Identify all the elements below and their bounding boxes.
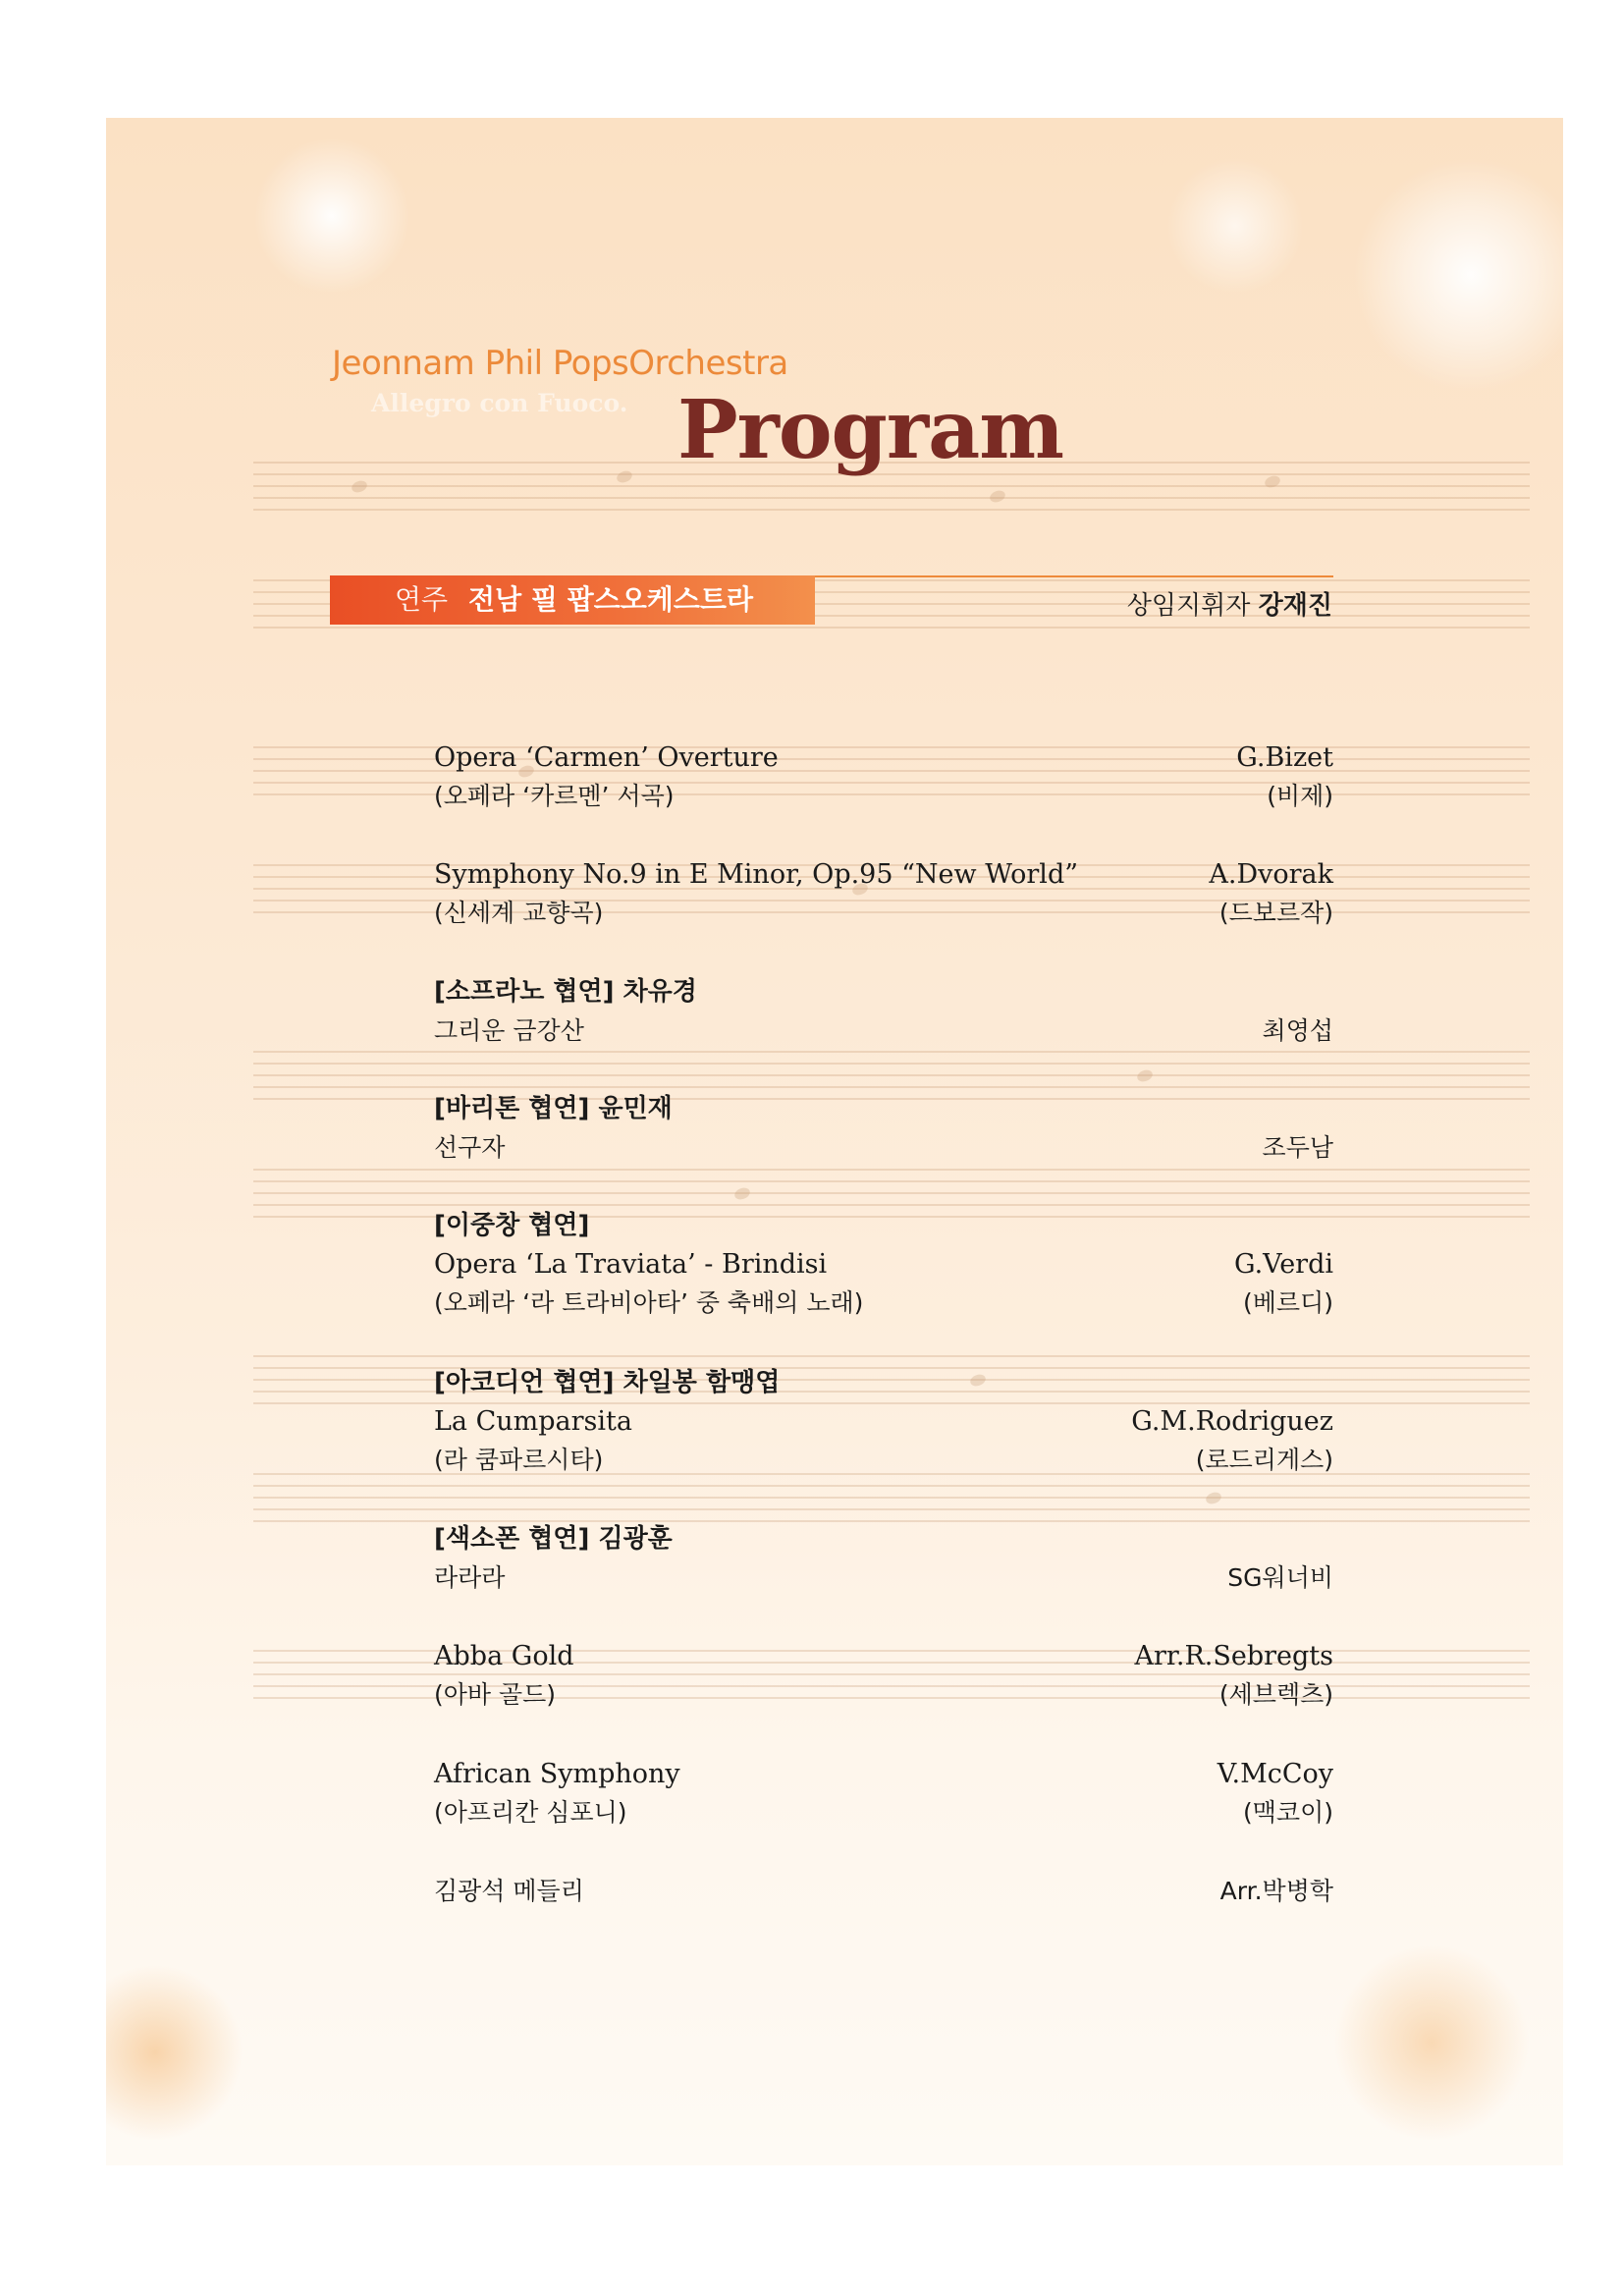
staff-lines	[253, 1473, 1530, 1520]
program-entry	[434, 1207, 1333, 1322]
work-title-ko: (오페라 ‘카르멘’ 서곡)	[434, 782, 675, 810]
composer-ko: 최영섭	[1262, 1016, 1333, 1045]
work-title-ko: (아프리칸 심포니)	[434, 1798, 627, 1827]
work-title-ko: 라라라	[434, 1563, 506, 1592]
work-title-ko: 김광석 메들리	[434, 1877, 584, 1905]
light-glow-bottom-right	[1333, 1944, 1530, 2141]
program-entry	[434, 1364, 1333, 1479]
soloist-credit: [색소폰 협연] 김광훈	[434, 1524, 673, 1554]
tempo-watermark: Allegro con Fuoco.	[371, 389, 628, 417]
composer-ko: (로드리게스)	[1195, 1446, 1333, 1474]
conductor-title: 상임지휘자	[1126, 591, 1251, 621]
composer: G.Verdi	[1233, 1249, 1333, 1280]
work-title-en: La Cumparsita	[434, 1406, 632, 1437]
work-title-en: African Symphony	[434, 1759, 680, 1789]
composer-ko: SG워너비	[1227, 1563, 1333, 1592]
work-title-ko: (오페라 ‘라 트라비아타’ 중 축배의 노래)	[434, 1288, 864, 1317]
composer-ko: (세브렉츠)	[1218, 1680, 1333, 1709]
composer-ko: (드보르작)	[1218, 899, 1333, 927]
light-glow-top-center	[1166, 157, 1304, 295]
program-entry	[434, 1755, 1333, 1831]
program-entry	[434, 1872, 1333, 1910]
work-title-ko: (아바 골드)	[434, 1680, 557, 1709]
orchestra-name-english: Jeonnam Phil PopsOrchestra	[332, 344, 788, 383]
work-title-en: Symphony No.9 in E Minor, Op.95 “New World”	[434, 859, 1079, 890]
conductor-name: 강재진	[1258, 591, 1332, 621]
composer: G.Bizet	[1236, 742, 1333, 773]
soloist-credit: [아코디언 협연] 차일봉 함맹엽	[434, 1368, 781, 1397]
work-title-ko: (라 쿰파르시타)	[434, 1446, 604, 1474]
soloist-credit: [소프라노 협연] 차유경	[434, 977, 697, 1007]
conductor-credit	[1127, 585, 1332, 622]
composer: G.M.Rodriguez	[1131, 1406, 1333, 1437]
light-glow-bottom-left	[106, 1964, 243, 2141]
performer-label: 연주	[395, 583, 449, 616]
work-title-en: Opera ‘Carmen’ Overture	[434, 742, 779, 773]
program-entry	[434, 855, 1333, 932]
work-title-ko: 그리운 금강산	[434, 1016, 584, 1045]
composer-ko: (맥코이)	[1243, 1798, 1333, 1827]
composer: A.Dvorak	[1209, 859, 1333, 890]
soloist-credit: [바리톤 협연] 윤민재	[434, 1094, 673, 1123]
work-title-ko: 선구자	[434, 1133, 506, 1162]
program-entry	[434, 1520, 1333, 1597]
program-entry	[434, 973, 1333, 1050]
work-title-ko: (신세계 교향곡)	[434, 899, 604, 927]
performer-name: 전남 필 팝스오케스트라	[468, 583, 753, 616]
work-title-en: Abba Gold	[434, 1641, 574, 1671]
light-glow-top-left	[253, 137, 410, 295]
performer-banner	[330, 575, 815, 625]
program-entry	[434, 738, 1333, 815]
composer-ko: (베르디)	[1243, 1288, 1333, 1317]
page-title: Program	[677, 383, 1063, 477]
composer: V.McCoy	[1217, 1759, 1333, 1789]
composer-ko: (비제)	[1267, 782, 1333, 810]
work-title-en: Opera ‘La Traviata’ - Brindisi	[434, 1249, 828, 1280]
composer-ko: 조두남	[1262, 1133, 1333, 1162]
composer-ko: Arr.박병학	[1219, 1877, 1333, 1905]
program-entry	[434, 1637, 1333, 1714]
soloist-credit: [이중창 협연]	[434, 1211, 590, 1240]
program-entry	[434, 1090, 1333, 1167]
light-glow-top-right	[1353, 157, 1563, 393]
composer: Arr.R.Sebregts	[1134, 1641, 1333, 1671]
